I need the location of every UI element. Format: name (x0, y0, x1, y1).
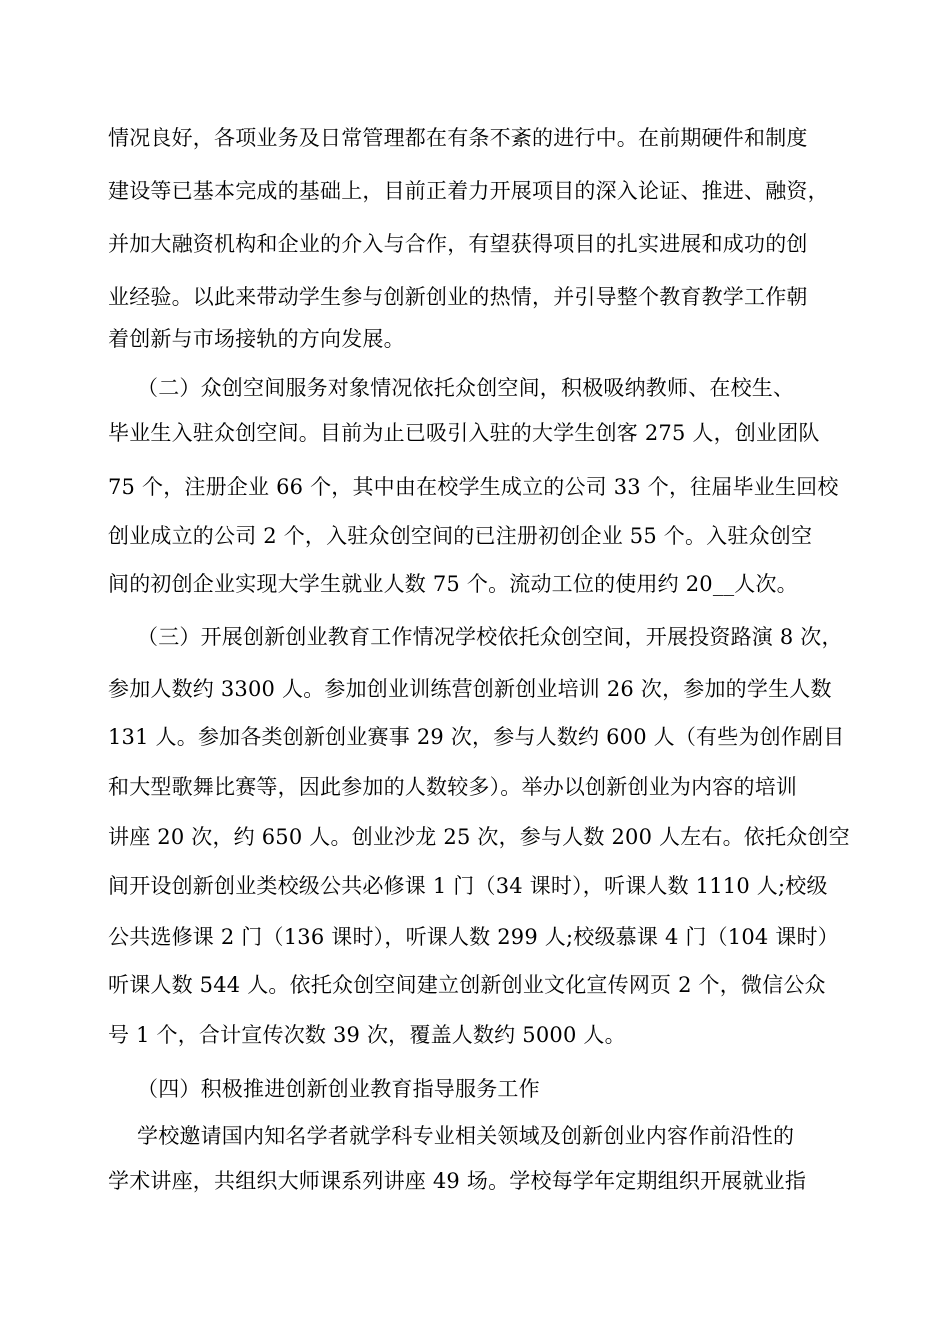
paragraph-line: 并加大融资机构和企业的介入与合作，有望获得项目的扎实进展和成功的创 (108, 232, 808, 256)
section-heading-4: （四）积极推进创新创业教育指导服务工作 (137, 1077, 540, 1101)
paragraph-line: 75 个，注册企业 66 个，其中由在校学生成立的公司 33 个，往届毕业生回校 (108, 475, 839, 499)
section-heading-3: （三）开展创新创业教育工作情况学校依托众创空间，开展投资路演 8 次， (137, 625, 843, 649)
paragraph-line: 业经验。以此来带动学生参与创新创业的热情，并引导整个教育教学工作朝 (108, 285, 808, 309)
section-heading-2: （二）众创空间服务对象情况依托众创空间，积极吸纳教师、在校生、 (137, 376, 795, 400)
paragraph-line: 号 1 个，合计宣传次数 39 次，覆盖人数约 5000 人。 (108, 1023, 626, 1047)
paragraph-line: 情况良好，各项业务及日常管理都在有条不紊的进行中。在前期硬件和制度 (108, 126, 808, 150)
paragraph-line: 着创新与市场接轨的方向发展。 (108, 327, 405, 351)
paragraph-line: 间开设创新创业类校级公共必修课 1 门（34 课时），听课人数 1110 人;校级 (108, 874, 828, 898)
paragraph-line: 建设等已基本完成的基础上，目前正着力开展项目的深入论证、推进、融资， (108, 179, 829, 203)
paragraph-line: 听课人数 544 人。依托众创空间建立创新创业文化宣传网页 2 个，微信公众 (108, 973, 826, 997)
paragraph-line: 学校邀请国内知名学者就学科专业相关领域及创新创业内容作前沿性的 (137, 1124, 795, 1148)
paragraph-line: 参加人数约 3300 人。参加创业训练营创新创业培训 26 次，参加的学生人数 (108, 677, 832, 701)
paragraph-line: 毕业生入驻众创空间。目前为止已吸引入驻的大学生创客 275 人，创业团队 (108, 421, 820, 445)
paragraph-line: 131 人。参加各类创新创业赛事 29 次，参与人数约 600 人（有些为创作剧目 (108, 725, 845, 749)
paragraph-line: 公共选修课 2 门（136 课时），听课人数 299 人;校级慕课 4 门（104 课时） (108, 925, 839, 949)
paragraph-line: 学术讲座，共组织大师课系列讲座 49 场。学校每学年定期组织开展就业指 (108, 1169, 807, 1193)
paragraph-line: 和大型歌舞比赛等，因此参加的人数较多）。举办以创新创业为内容的培训 (108, 775, 798, 799)
paragraph-line: 间的初创企业实现大学生就业人数 75 个。流动工位的使用约 20__人次。 (108, 572, 798, 596)
paragraph-line: 创业成立的公司 2 个，入驻众创空间的已注册初创企业 55 个。入驻众创空 (108, 524, 813, 548)
paragraph-line: 讲座 20 次，约 650 人。创业沙龙 25 次，参与人数 200 人左右。依托众创空 (108, 825, 850, 849)
